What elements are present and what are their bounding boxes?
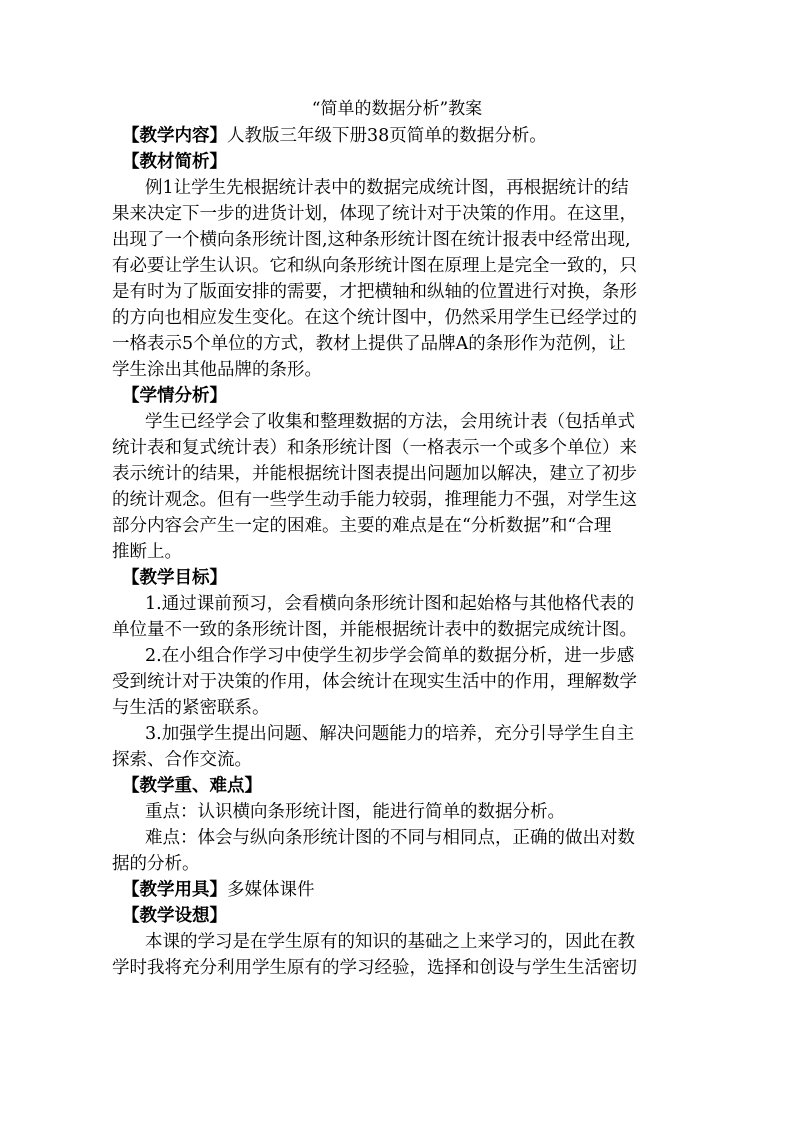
tools-heading: 【教学用具】 [122, 880, 227, 900]
paragraph-line: 统计表和复式统计表）和条形统计图（一格表示一个或多个单位）来 [112, 438, 637, 458]
paragraph-line: 表示统计的结果，并能根据统计图表提出问题加以解决，建立了初步 [112, 464, 637, 484]
section-content [112, 123, 682, 149]
section-design [112, 903, 682, 929]
paragraph-line: 的统计观念。但有一些学生动手能力较弱，推理能力不强，对学生这 [112, 490, 637, 510]
paragraph-line: 据的分析。 [112, 854, 200, 874]
section-key-points [112, 773, 682, 799]
paragraph-line: 出现了一个横向条形统计图,这种条形统计图在统计报表中经常出现, [112, 230, 631, 250]
paragraph-line: 学时我将充分利用学生原有的学习经验，选择和创设与学生生活密切 [112, 958, 637, 978]
paragraph-line: 2.在小组合作学习中使学生初步学会简单的数据分析，进一步感 [145, 646, 635, 666]
paragraph-line: 部分内容会产生一定的困难。主要的难点是在“分析数据”和“合理 [112, 516, 612, 536]
section-textbook-analysis [112, 149, 682, 175]
paragraph-line: 探索、合作交流。 [112, 750, 252, 770]
paragraph-line: 重点：认识横向条形统计图，能进行简单的数据分析。 [145, 802, 565, 822]
content-heading: 【教学内容】 [122, 126, 227, 146]
content-text: 人教版三年级下册38页简单的数据分析。 [227, 126, 547, 146]
design-heading: 【教学设想】 [122, 906, 227, 926]
paragraph-line: 本课的学习是在学生原有的知识的基础之上来学习的，因此在教 [145, 932, 635, 952]
document-page [112, 95, 682, 981]
section-student-analysis [112, 383, 682, 409]
section-tools [112, 877, 682, 903]
paragraph-line: 难点：体会与纵向条形统计图的不同与相同点，正确的做出对数 [145, 828, 635, 848]
document-title: “简单的数据分析”教案 [311, 99, 483, 119]
paragraph-line: 单位量不一致的条形统计图，并能根据统计表中的数据完成统计图。 [112, 620, 637, 640]
textbook-analysis-heading: 【教材简析】 [122, 152, 227, 172]
tools-text: 多媒体课件 [227, 880, 315, 900]
paragraph-line: 推断上。 [112, 542, 182, 562]
paragraph-line: 1.通过课前预习，会看横向条形统计图和起始格与其他格代表的 [145, 594, 635, 614]
paragraph-line: 学生已经学会了收集和整理数据的方法，会用统计表（包括单式 [145, 412, 635, 432]
paragraph-line: 例1让学生先根据统计表中的数据完成统计图，再根据统计的结 [145, 178, 629, 198]
paragraph-line: 一格表示5个单位的方式，教材上提供了品牌A的条形作为范例，让 [112, 334, 626, 354]
paragraph-line: 的方向也相应发生变化。在这个统计图中，仍然采用学生已经学过的 [112, 308, 637, 328]
paragraph-line: 3.加强学生提出问题、解决问题能力的培养，充分引导学生自主 [145, 724, 635, 744]
paragraph-line: 学生涂出其他品牌的条形。 [112, 360, 322, 380]
key-points-heading: 【教学重、难点】 [122, 776, 262, 796]
student-analysis-heading: 【学情分析】 [122, 386, 227, 406]
section-goals [112, 565, 682, 591]
paragraph-line: 果来决定下一步的进货计划，体现了统计对于决策的作用。在这里， [112, 204, 637, 224]
paragraph-line: 与生活的紧密联系。 [112, 698, 270, 718]
goals-heading: 【教学目标】 [122, 568, 227, 588]
paragraph-line: 受到统计对于决策的作用，体会统计在现实生活中的作用，理解数学 [112, 672, 637, 692]
paragraph-line: 有必要让学生认识。它和纵向条形统计图在原理上是完全一致的，只 [112, 256, 637, 276]
paragraph-line: 是有时为了版面安排的需要，才把横轴和纵轴的位置进行对换，条形 [112, 282, 637, 302]
